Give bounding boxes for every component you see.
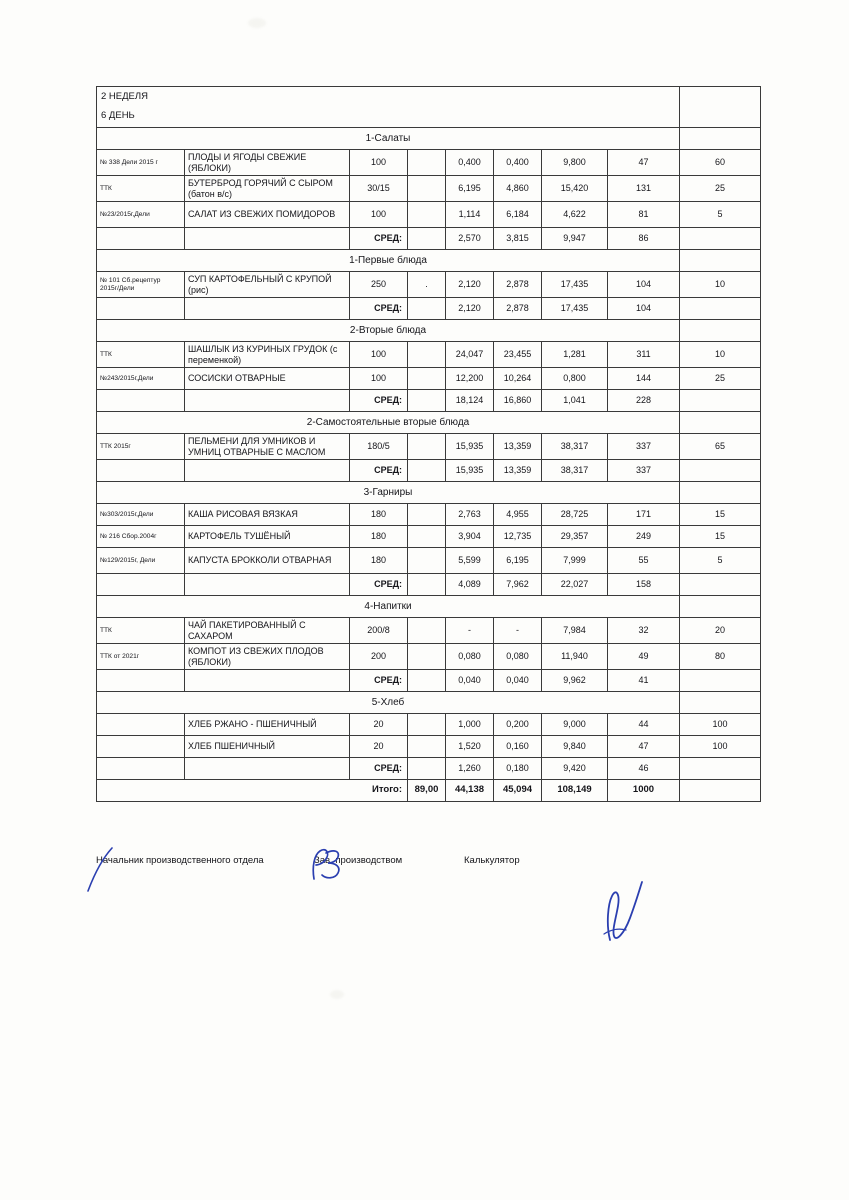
section-average-row (97, 460, 761, 482)
dish-price: 60 (680, 150, 761, 176)
table-row (97, 150, 761, 176)
avg-protein: 1,260 (446, 758, 494, 780)
dish-protein: 2,120 (446, 272, 494, 298)
dish-extra (408, 342, 446, 368)
dish-portion: 100 (350, 342, 408, 368)
section-title-row (97, 412, 761, 434)
dish-kcal: 55 (608, 548, 680, 574)
table-row (97, 202, 761, 228)
avg-empty-name (185, 758, 350, 780)
dish-fat: 10,264 (494, 368, 542, 390)
dish-price: 100 (680, 714, 761, 736)
table-row (97, 644, 761, 670)
section-average-row (97, 298, 761, 320)
avg-empty-name (185, 460, 350, 482)
dish-code: ТТК (97, 176, 185, 202)
dish-kcal: 249 (608, 526, 680, 548)
dish-carbs: 0,800 (542, 368, 608, 390)
avg-price (680, 228, 761, 250)
totals-price (680, 780, 761, 802)
avg-fat: 13,359 (494, 460, 542, 482)
handwritten-signature-left (84, 845, 124, 895)
dish-code: № 216 Сбор.2004г (97, 526, 185, 548)
table-row (97, 714, 761, 736)
dish-name: ХЛЕБ РЖАНО - ПШЕНИЧНЫЙ (185, 714, 350, 736)
dish-protein: 5,599 (446, 548, 494, 574)
section-title: 1-Первые блюда (97, 250, 680, 272)
dish-name: СОСИСКИ ОТВАРНЫЕ (185, 368, 350, 390)
dish-portion: 180 (350, 504, 408, 526)
dish-kcal: 311 (608, 342, 680, 368)
signature-role-calculator: Калькулятор (464, 855, 520, 866)
avg-price (680, 298, 761, 320)
dish-extra (408, 368, 446, 390)
dish-price: 15 (680, 526, 761, 548)
avg-kcal: 228 (608, 390, 680, 412)
totals-fat: 45,094 (494, 780, 542, 802)
avg-label: СРЕД: (350, 460, 408, 482)
table-row (97, 548, 761, 574)
avg-empty-code (97, 574, 185, 596)
table-row (97, 176, 761, 202)
dish-kcal: 171 (608, 504, 680, 526)
section-title-trailing (680, 596, 761, 618)
dish-portion: 180/5 (350, 434, 408, 460)
dish-fat: 0,080 (494, 644, 542, 670)
signature-role-production: Зав. производством (314, 855, 403, 866)
dish-protein: 1,114 (446, 202, 494, 228)
avg-kcal: 158 (608, 574, 680, 596)
dish-price: 10 (680, 272, 761, 298)
dish-name: СУП КАРТОФЕЛЬНЫЙ С КРУПОЙ (рис) (185, 272, 350, 298)
dish-carbs: 38,317 (542, 434, 608, 460)
dish-protein: 0,080 (446, 644, 494, 670)
dish-portion: 180 (350, 526, 408, 548)
dish-code (97, 736, 185, 758)
section-title-row (97, 128, 761, 150)
avg-empty-code (97, 390, 185, 412)
avg-fat: 0,180 (494, 758, 542, 780)
avg-kcal: 104 (608, 298, 680, 320)
table-row (97, 736, 761, 758)
dish-protein: 2,763 (446, 504, 494, 526)
avg-empty-extra (408, 670, 446, 692)
section-title: 4-Напитки (97, 596, 680, 618)
dish-extra (408, 434, 446, 460)
dish-protein: 0,400 (446, 150, 494, 176)
section-title-trailing (680, 412, 761, 434)
dish-carbs: 9,800 (542, 150, 608, 176)
avg-protein: 4,089 (446, 574, 494, 596)
document-header-row (97, 87, 761, 109)
avg-price (680, 758, 761, 780)
dish-carbs: 17,435 (542, 272, 608, 298)
document-header-row-2 (97, 108, 761, 128)
dish-fat: 4,860 (494, 176, 542, 202)
section-title: 2-Самостоятельные вторые блюда (97, 412, 680, 434)
section-title: 3-Гарниры (97, 482, 680, 504)
table-row (97, 434, 761, 460)
dish-price: 25 (680, 176, 761, 202)
dish-portion: 200 (350, 644, 408, 670)
avg-empty-code (97, 228, 185, 250)
avg-empty-name (185, 390, 350, 412)
dish-portion: 100 (350, 150, 408, 176)
dish-protein: - (446, 618, 494, 644)
dish-fat: 6,195 (494, 548, 542, 574)
header-spacer (680, 87, 761, 109)
avg-carbs: 38,317 (542, 460, 608, 482)
avg-empty-code (97, 758, 185, 780)
dish-price: 5 (680, 202, 761, 228)
avg-fat: 3,815 (494, 228, 542, 250)
section-title-trailing (680, 128, 761, 150)
avg-price (680, 574, 761, 596)
avg-label: СРЕД: (350, 390, 408, 412)
dish-name: КОМПОТ ИЗ СВЕЖИХ ПЛОДОВ (ЯБЛОКИ) (185, 644, 350, 670)
avg-price (680, 460, 761, 482)
section-average-row (97, 670, 761, 692)
dish-code: №303/2015г,Дели (97, 504, 185, 526)
dish-extra (408, 714, 446, 736)
dish-kcal: 81 (608, 202, 680, 228)
dish-name: КАПУСТА БРОККОЛИ ОТВАРНАЯ (185, 548, 350, 574)
avg-empty-extra (408, 228, 446, 250)
dish-code: ТТК 2015г (97, 434, 185, 460)
avg-carbs: 9,420 (542, 758, 608, 780)
dish-code: № 101 Сб.рецептур 2015г/Дели (97, 272, 185, 298)
dish-protein: 6,195 (446, 176, 494, 202)
avg-empty-code (97, 670, 185, 692)
dish-code: №23/2015г,Дели (97, 202, 185, 228)
section-title: 2-Вторые блюда (97, 320, 680, 342)
dish-extra (408, 736, 446, 758)
dish-price: 25 (680, 368, 761, 390)
totals-protein: 44,138 (446, 780, 494, 802)
dish-name: ШАШЛЫК ИЗ КУРИНЫХ ГРУДОК (с переменкой) (185, 342, 350, 368)
dish-extra (408, 176, 446, 202)
dish-portion: 200/8 (350, 618, 408, 644)
dish-code: № 338 Дели 2015 г (97, 150, 185, 176)
section-title-row (97, 596, 761, 618)
dish-portion: 20 (350, 714, 408, 736)
dish-carbs: 9,000 (542, 714, 608, 736)
avg-kcal: 86 (608, 228, 680, 250)
avg-empty-extra (408, 758, 446, 780)
dish-carbs: 7,999 (542, 548, 608, 574)
dish-kcal: 47 (608, 150, 680, 176)
avg-carbs: 17,435 (542, 298, 608, 320)
avg-empty-extra (408, 574, 446, 596)
menu-table-container (96, 86, 760, 802)
dish-protein: 24,047 (446, 342, 494, 368)
dish-price: 15 (680, 504, 761, 526)
avg-carbs: 9,947 (542, 228, 608, 250)
table-row (97, 368, 761, 390)
section-title: 5-Хлеб (97, 692, 680, 714)
dish-price: 65 (680, 434, 761, 460)
dish-carbs: 7,984 (542, 618, 608, 644)
scan-smudge (330, 990, 344, 999)
handwritten-signature-center (308, 845, 352, 889)
menu-table (96, 86, 761, 802)
dish-kcal: 131 (608, 176, 680, 202)
avg-empty-extra (408, 298, 446, 320)
dish-price: 10 (680, 342, 761, 368)
avg-fat: 2,878 (494, 298, 542, 320)
dish-portion: 30/15 (350, 176, 408, 202)
dish-name: КАРТОФЕЛЬ ТУШЁНЫЙ (185, 526, 350, 548)
dish-portion: 100 (350, 368, 408, 390)
dish-carbs: 11,940 (542, 644, 608, 670)
header-spacer-2 (680, 108, 761, 128)
avg-fat: 7,962 (494, 574, 542, 596)
section-average-row (97, 758, 761, 780)
dish-price: 20 (680, 618, 761, 644)
section-title-row (97, 692, 761, 714)
totals-row (97, 780, 761, 802)
dish-code (97, 714, 185, 736)
dish-protein: 1,520 (446, 736, 494, 758)
dish-fat: 13,359 (494, 434, 542, 460)
dish-extra (408, 548, 446, 574)
avg-carbs: 22,027 (542, 574, 608, 596)
section-title-trailing (680, 320, 761, 342)
avg-empty-code (97, 298, 185, 320)
avg-empty-name (185, 228, 350, 250)
section-title-trailing (680, 482, 761, 504)
avg-label: СРЕД: (350, 228, 408, 250)
dish-name: ЧАЙ ПАКЕТИРОВАННЫЙ С САХАРОМ (185, 618, 350, 644)
dish-kcal: 32 (608, 618, 680, 644)
section-average-row (97, 228, 761, 250)
dish-name: ПЛОДЫ И ЯГОДЫ СВЕЖИЕ (ЯБЛОКИ) (185, 150, 350, 176)
dish-carbs: 9,840 (542, 736, 608, 758)
dish-protein: 1,000 (446, 714, 494, 736)
dish-name: ХЛЕБ ПШЕНИЧНЫЙ (185, 736, 350, 758)
avg-protein: 15,935 (446, 460, 494, 482)
avg-carbs: 1,041 (542, 390, 608, 412)
dish-name: ПЕЛЬМЕНИ ДЛЯ УМНИКОВ И УМНИЦ ОТВАРНЫЕ С МАСЛОМ (185, 434, 350, 460)
dish-code: №243/2015г,Дели (97, 368, 185, 390)
avg-kcal: 46 (608, 758, 680, 780)
scan-smudge (248, 18, 266, 28)
header-day: 6 ДЕНЬ (97, 108, 680, 128)
section-title-row (97, 320, 761, 342)
dish-carbs: 1,281 (542, 342, 608, 368)
avg-label: СРЕД: (350, 758, 408, 780)
dish-carbs: 15,420 (542, 176, 608, 202)
dish-kcal: 49 (608, 644, 680, 670)
section-title-row (97, 482, 761, 504)
totals-label: Итого: (97, 780, 408, 802)
totals-carbs: 108,149 (542, 780, 608, 802)
dish-carbs: 28,725 (542, 504, 608, 526)
table-row (97, 504, 761, 526)
dish-extra (408, 504, 446, 526)
dish-fat: 4,955 (494, 504, 542, 526)
header-week: 2 НЕДЕЛЯ (97, 87, 680, 109)
avg-protein: 18,124 (446, 390, 494, 412)
signature-role-head: Начальник производственного отдела (96, 855, 264, 866)
dish-extra: . (408, 272, 446, 298)
dish-portion: 180 (350, 548, 408, 574)
dish-fat: 12,735 (494, 526, 542, 548)
dish-protein: 12,200 (446, 368, 494, 390)
dish-fat: 23,455 (494, 342, 542, 368)
dish-portion: 250 (350, 272, 408, 298)
dish-fat: 0,200 (494, 714, 542, 736)
dish-carbs: 4,622 (542, 202, 608, 228)
table-row (97, 526, 761, 548)
avg-label: СРЕД: (350, 670, 408, 692)
avg-empty-code (97, 460, 185, 482)
dish-portion: 20 (350, 736, 408, 758)
dish-fat: 0,160 (494, 736, 542, 758)
handwritten-signature-right (596, 878, 648, 948)
dish-code: ТТК от 2021г (97, 644, 185, 670)
dish-name: САЛАТ ИЗ СВЕЖИХ ПОМИДОРОВ (185, 202, 350, 228)
dish-code: ТТК (97, 618, 185, 644)
avg-kcal: 337 (608, 460, 680, 482)
dish-name: КАША РИСОВАЯ ВЯЗКАЯ (185, 504, 350, 526)
section-average-row (97, 574, 761, 596)
dish-kcal: 337 (608, 434, 680, 460)
section-average-row (97, 390, 761, 412)
avg-protein: 0,040 (446, 670, 494, 692)
dish-price: 80 (680, 644, 761, 670)
avg-fat: 0,040 (494, 670, 542, 692)
table-row (97, 272, 761, 298)
dish-carbs: 29,357 (542, 526, 608, 548)
avg-empty-name (185, 574, 350, 596)
dish-extra (408, 526, 446, 548)
avg-carbs: 9,962 (542, 670, 608, 692)
dish-extra (408, 202, 446, 228)
dish-code: №129/2015г, Дели (97, 548, 185, 574)
section-title: 1-Салаты (97, 128, 680, 150)
avg-protein: 2,120 (446, 298, 494, 320)
avg-price (680, 670, 761, 692)
dish-kcal: 144 (608, 368, 680, 390)
dish-code: ТТК (97, 342, 185, 368)
avg-empty-extra (408, 390, 446, 412)
dish-extra (408, 150, 446, 176)
dish-fat: 0,400 (494, 150, 542, 176)
dish-kcal: 104 (608, 272, 680, 298)
avg-empty-name (185, 670, 350, 692)
signature-row (96, 855, 760, 866)
totals-extra: 89,00 (408, 780, 446, 802)
table-row (97, 342, 761, 368)
totals-kcal: 1000 (608, 780, 680, 802)
dish-protein: 3,904 (446, 526, 494, 548)
dish-fat: 2,878 (494, 272, 542, 298)
dish-price: 5 (680, 548, 761, 574)
dish-kcal: 44 (608, 714, 680, 736)
avg-label: СРЕД: (350, 574, 408, 596)
dish-price: 100 (680, 736, 761, 758)
avg-kcal: 41 (608, 670, 680, 692)
dish-extra (408, 618, 446, 644)
section-title-trailing (680, 250, 761, 272)
avg-empty-extra (408, 460, 446, 482)
table-row (97, 618, 761, 644)
dish-portion: 100 (350, 202, 408, 228)
section-title-row (97, 250, 761, 272)
section-title-trailing (680, 692, 761, 714)
avg-fat: 16,860 (494, 390, 542, 412)
dish-fat: - (494, 618, 542, 644)
avg-price (680, 390, 761, 412)
dish-fat: 6,184 (494, 202, 542, 228)
avg-empty-name (185, 298, 350, 320)
avg-protein: 2,570 (446, 228, 494, 250)
dish-name: БУТЕРБРОД ГОРЯЧИЙ С СЫРОМ (батон в/с) (185, 176, 350, 202)
dish-protein: 15,935 (446, 434, 494, 460)
dish-extra (408, 644, 446, 670)
dish-kcal: 47 (608, 736, 680, 758)
avg-label: СРЕД: (350, 298, 408, 320)
